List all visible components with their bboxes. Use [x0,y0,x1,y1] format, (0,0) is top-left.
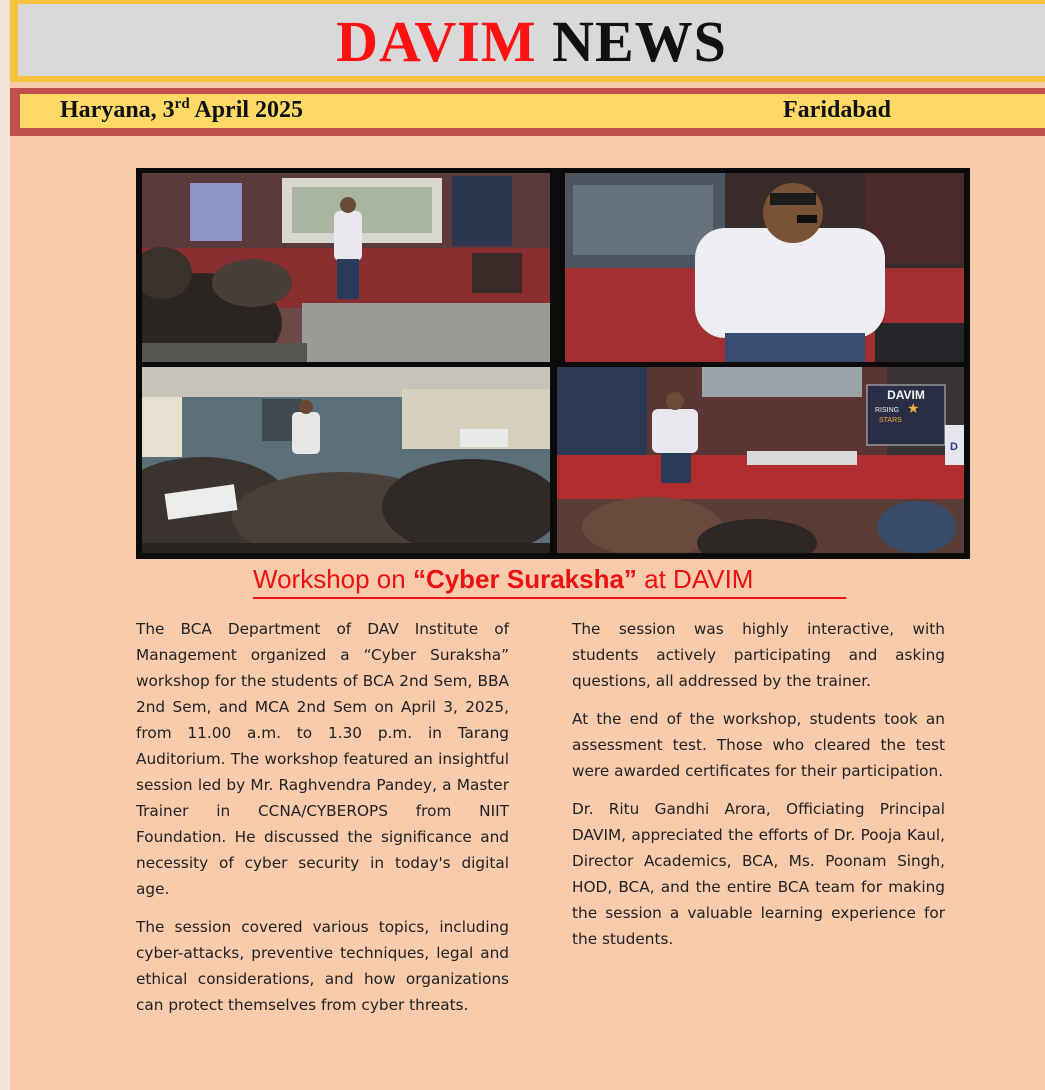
photo-auditorium-wide [142,173,550,362]
article-paragraph: The BCA Department of DAV Institute of Management organized a “Cyber Suraksha” workshop for the students of BCA 2nd Sem, BBA 2nd Sem, and MCA 2nd Sem on April 3, 2025, from 11.00 a.m. to 1.30 p.m. in Tarang Auditorium. The workshop featured an insightful session led by Mr. Raghvendra Pandey, a Master Trainer in CCNA/CYBEROPS from NIIT Foundation. He discussed the significance and necessity of cyber security in today's digital age. [136,620,509,898]
issue-city: Faridabad [783,97,892,123]
photo-collage [136,168,970,559]
banner-side-letter: D [950,441,958,453]
photo-audience [142,367,550,553]
page-edge [0,0,10,1090]
banner-text-davim: DAVIM [887,388,925,402]
title-davim: DAVIM [336,9,537,74]
dateline-bar-frame [10,88,1045,136]
article-paragraph: The session was highly interactive, with students actively participating and asking questions, all addressed by the trainer. [572,620,945,690]
article-paragraph: Dr. Ritu Gandhi Arora, Officiating Principal DAVIM, appreciated the efforts of Dr. Pooja Kaul, Director Academics, BCA, Ms. Poonam Singh, HOD, BCA, and the entire BCA team for making the session a valuable learning experience for the students. [572,800,945,948]
newsletter-title [336,9,727,74]
headline-emphasis: “Cyber Suraksha” [412,564,637,594]
dateline-bar [20,94,1045,128]
date-month-year: April 2025 [194,97,304,123]
masthead-panel [18,4,1045,76]
date-day: 3 [162,97,175,123]
article-column-right [572,616,945,964]
banner-text-stars: STARS [879,417,902,424]
article-headline [253,563,846,599]
date-suffix: rd [174,96,190,112]
date-location: Haryana, [60,97,157,123]
article-paragraph: At the end of the workshop, students took an assessment test. Those who cleared the test were awarded certificates for their participation. [572,710,945,780]
headline-prefix: Workshop on [253,564,413,594]
photo-stage-banner [557,367,964,553]
article-paragraph: The session covered various topics, including cyber-attacks, preventive techniques, legal and ethical considerations, and how organizations can protect themselves from cyber threats. [136,918,509,1014]
masthead [10,0,1045,82]
photo-trainer-closeup [565,173,964,362]
star-icon: ★ [907,400,920,416]
banner-text-rising: RISING [875,407,900,414]
headline-suffix: at DAVIM [636,564,754,594]
title-news: NEWS [552,9,727,74]
issue-date [60,97,303,124]
article-column-left [136,616,509,1030]
